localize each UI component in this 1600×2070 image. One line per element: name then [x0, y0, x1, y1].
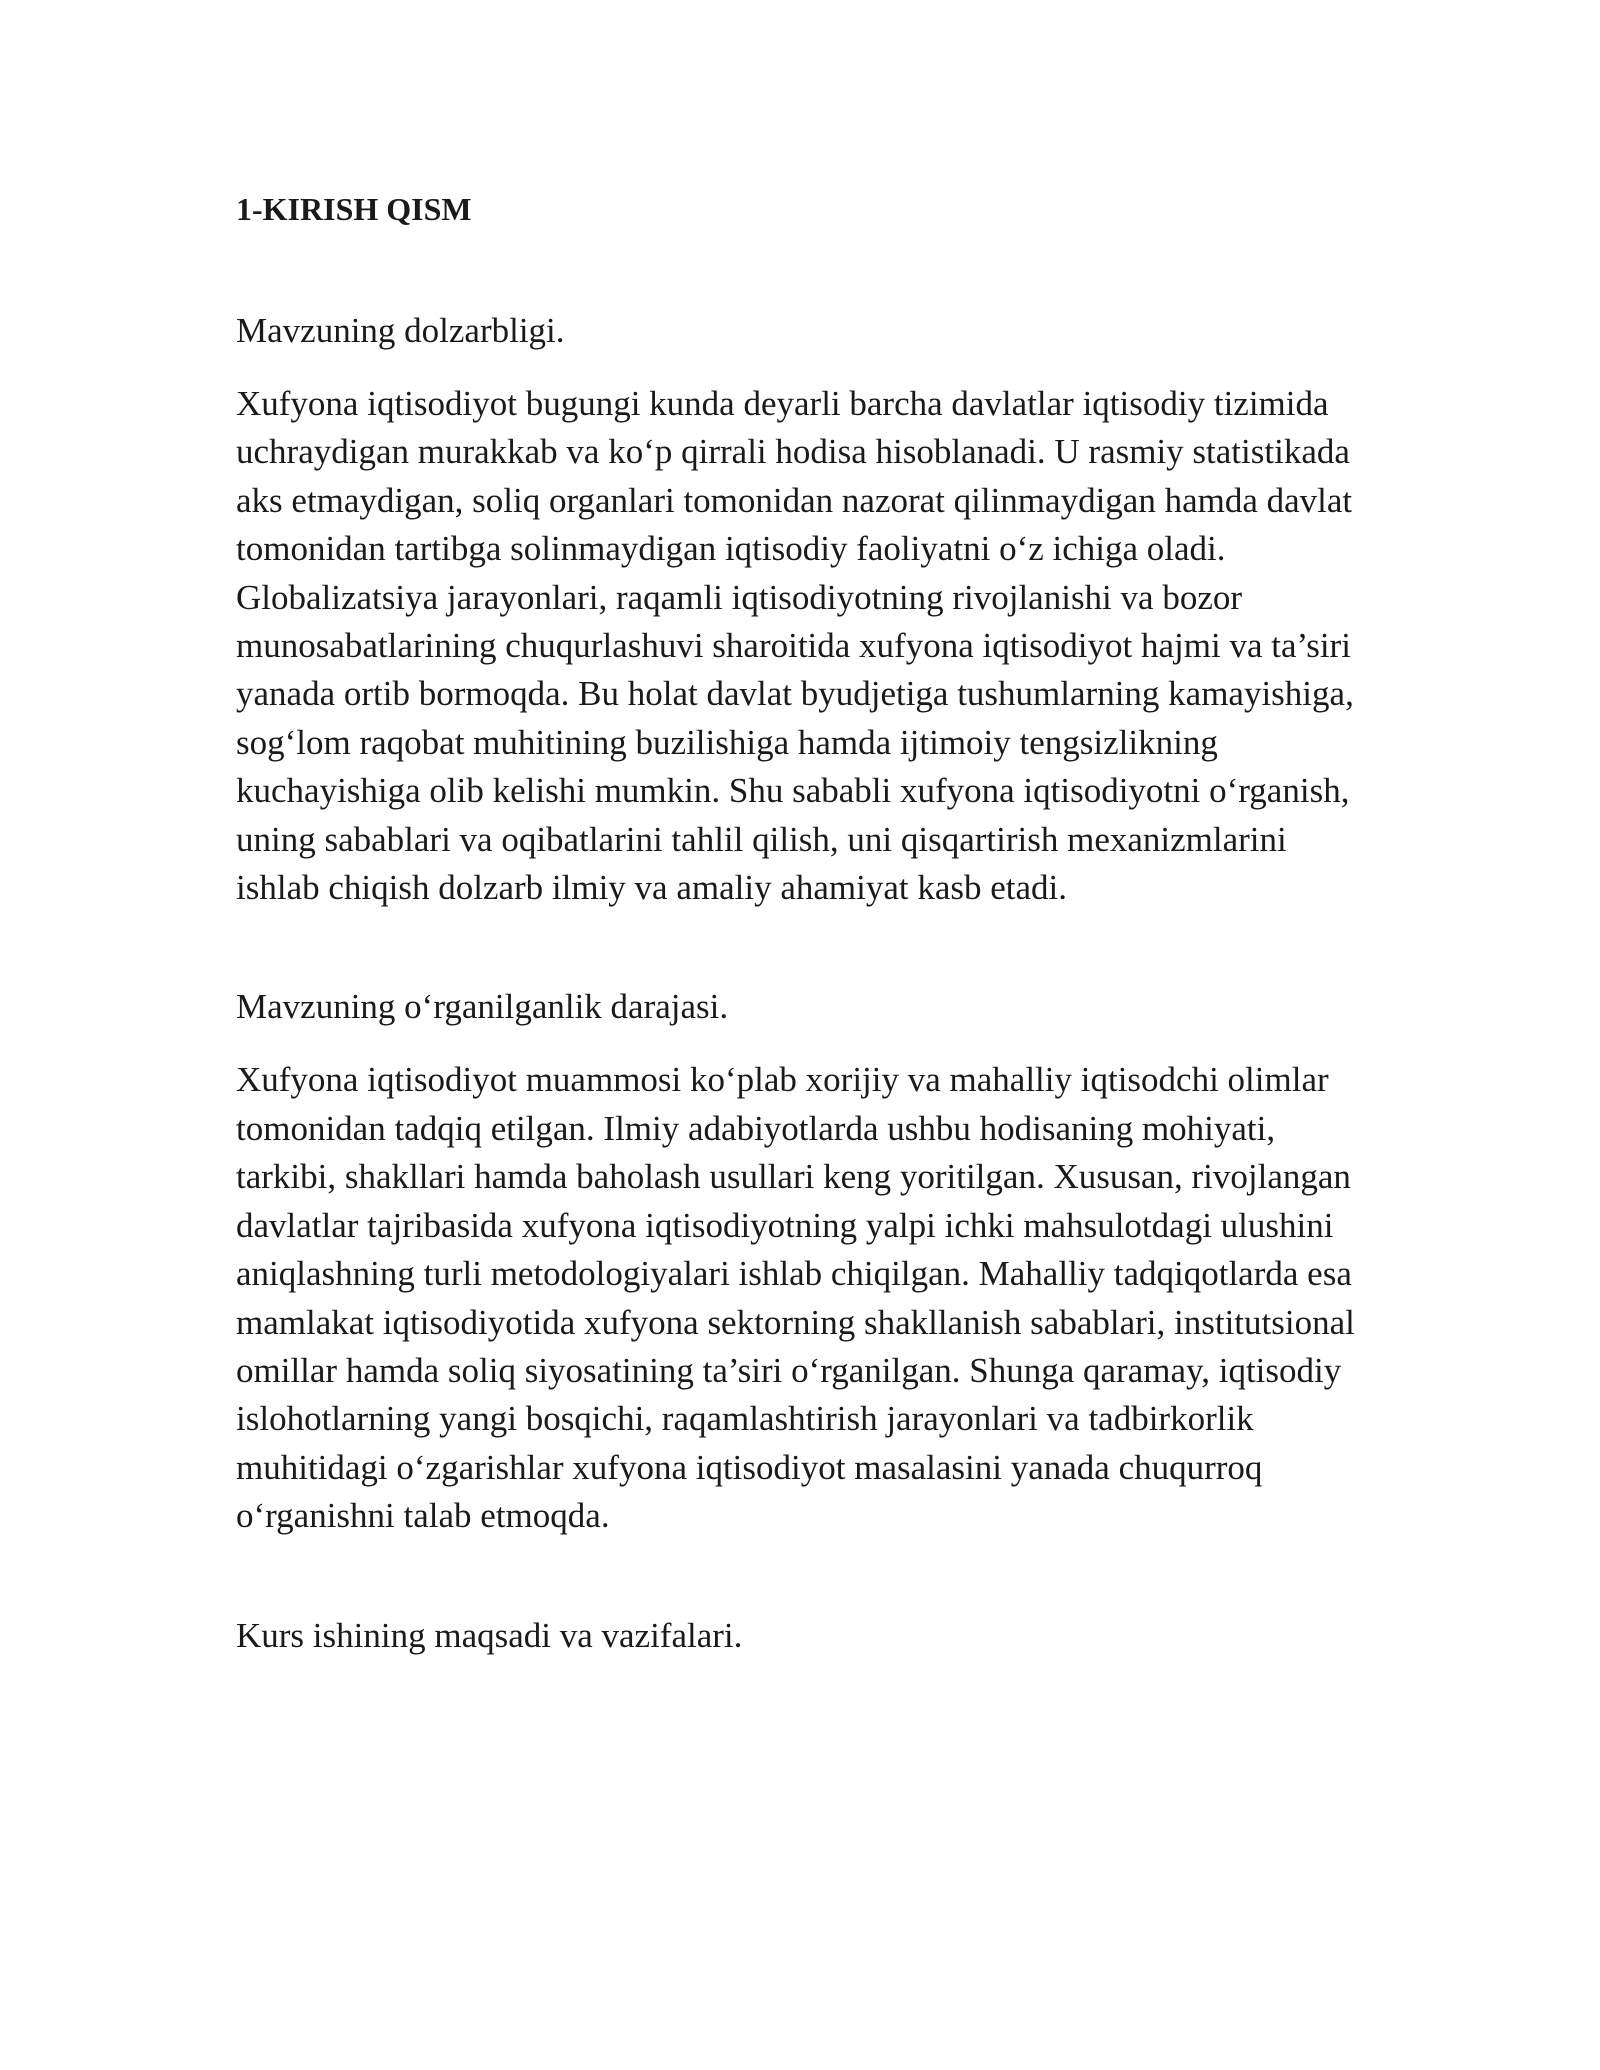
section-heading-relevance: Mavzuning dolzarbligi.	[236, 311, 565, 350]
section-heading-study-degree: Mavzuning o‘rganilganlik darajasi.	[236, 987, 729, 1027]
document-title: 1-KIRISH QISM	[236, 191, 472, 227]
section-heading-goals: Kurs ishining maqsadi va vazifalari.	[236, 1615, 743, 1655]
document-content	[236, 185, 1376, 1660]
section-body-study-degree: Xufyona iqtisodiyot muammosi ko‘plab xorijiy va mahalliy iqtisodchi olimlar tomonidan tadqiq etilgan. Ilmiy adabiyotlarda ushbu hodisaning mohiyati, tarkibi, shakllari hamda baholash usullari keng yoritilgan. Xususan, rivojlangan davlatlar tajribasida xufyona iqtisodiyotning yalpi ichki mahsulotdagi ulushini aniqlashning turli metodologiyalari ishlab chiqilgan. Mahalliy tadqiqotlarda esa mamlakat iqtisodiyotida xufyona sektorning shakllanish sabablari, institutsional omillar hamda soliq siyosatining ta’siri o‘rganilgan. Shunga qaramay, iqtisodiy islohotlarning yangi bosqichi, raqamlashtirish jarayonlari va tadbirkorlik muhitidagi o‘zgarishlar xufyona iqtisodiyot masalasini yanada chuqurroq o‘rganishni talab etmoqda.	[236, 1060, 1355, 1536]
section-body-relevance: Xufyona iqtisodiyot bugungi kunda deyarli barcha davlatlar iqtisodiy tizimida uchraydigan murakkab va ko‘p qirrali hodisa hisoblanadi. U rasmiy statistikada aks etmaydigan, soliq organlari tomonidan nazorat qilinmaydigan hamda davlat tomonidan tartibga solinmaydigan iqtisodiy faoliyatni o‘z ichiga oladi. Globalizatsiya jarayonlari, raqamli iqtisodiyotning rivojlanishi va bozor munosabatlarining chuqurlashuvi sharoitida xufyona iqtisodiyot hajmi va ta’siri yanada ortib bormoqda. Bu holat davlat byudjetiga tushumlarning kamayishiga, sog‘lom raqobat muhitining buzilishiga hamda ijtimoiy tengsizlikning kuchayishiga olib kelishi mumkin. Shu sababli xufyona iqtisodiyotni o‘rganish, uning sabablari va oqibatlarini tahlil qilish, uni qisqartirish mexanizmlarini ishlab chiqish dolzarb ilmiy va amaliy ahamiyat kasb etadi.	[236, 384, 1354, 908]
